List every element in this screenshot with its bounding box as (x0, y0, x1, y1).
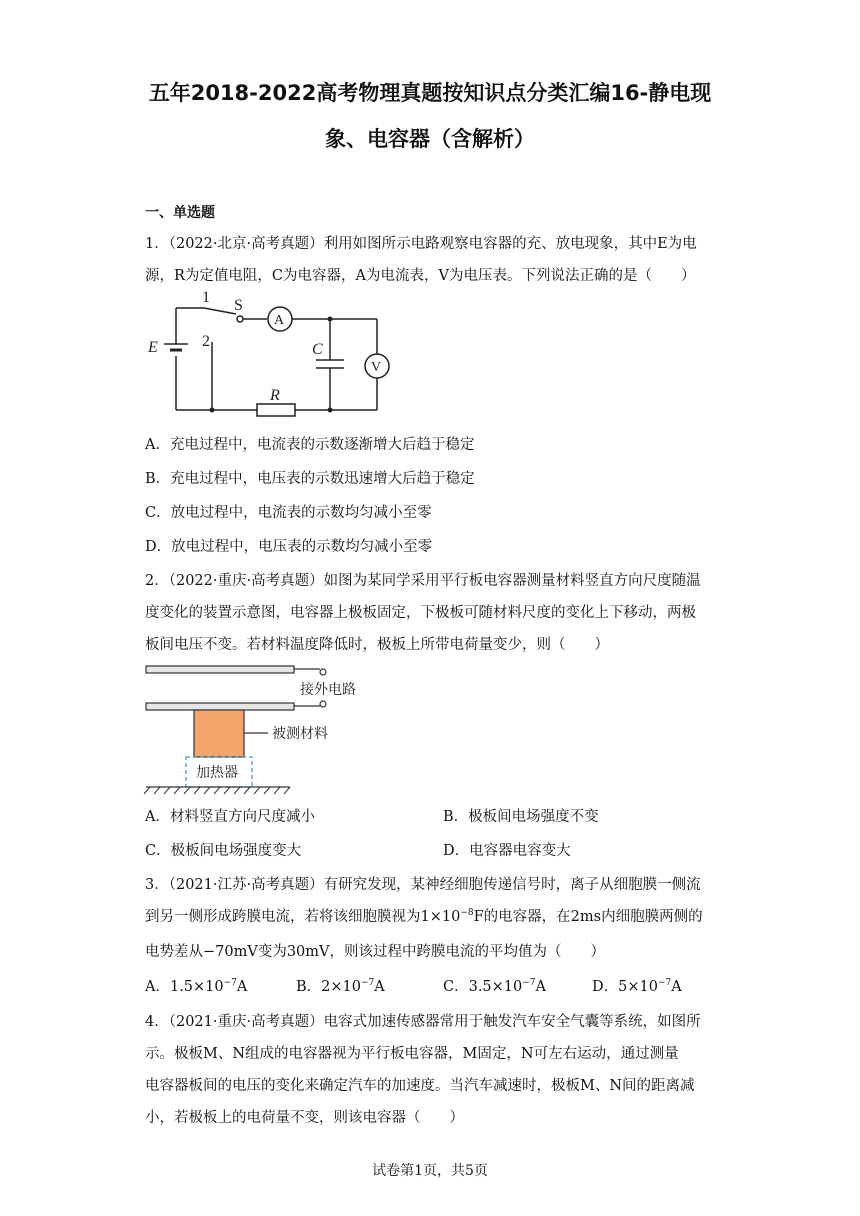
label-V: V (371, 360, 382, 375)
q3-option-d-unit: A (671, 979, 682, 995)
q3-option-c-unit: A (535, 979, 547, 995)
label-E: E (148, 339, 158, 356)
q4-stem-line-2: 示。极板M、N组成的电容器视为平行板电容器，M固定，N可左右运动，通过测量 (145, 1046, 679, 1062)
q3-option-a[interactable] (145, 975, 247, 996)
q1-option-c[interactable]: C．放电过程中，电流表的示数均匀减小至零 (145, 505, 432, 521)
q3-option-a-exp: −7 (223, 978, 237, 988)
document-title (100, 70, 760, 162)
label-2: 2 (202, 333, 210, 350)
q2-stem-line-1: 2．（2022·重庆·高考真题）如图为某同学采用平行板电容器测量材料竖直方向尺度随温 (145, 573, 701, 589)
q1-stem-line-2: 源，R为定值电阻，C为电容器，A为电流表，V为电压表。下列说法正确的是（ ） (145, 268, 696, 284)
q3-option-a-base: A．1.5×10 (145, 979, 224, 995)
q1-option-b[interactable]: B．充电过程中，电压表的示数迅速增大后趋于稳定 (145, 471, 475, 487)
label-A: A (274, 313, 285, 328)
q3-option-b-base: B．2×10 (296, 979, 361, 995)
page-footer: 试卷第1页，共5页 (372, 1163, 488, 1179)
title-line-2: 象、电容器（含解析） (325, 127, 535, 151)
label-measured-material: 被测材料 (272, 725, 328, 741)
label-S: S (234, 297, 243, 314)
q3-option-b-exp: −7 (360, 978, 375, 988)
q2-stem-line-3: 板间电压不变。若材料温度降低时，极板上所带电荷量变少，则（ ） (145, 637, 609, 653)
q1-circuit-diagram (140, 288, 390, 418)
q3-option-d-exp: −7 (657, 978, 672, 988)
label-external-circuit: 接外电路 (300, 681, 356, 697)
q4-stem-line-4: 小，若极板上的电荷量不变，则该电容器（ ） (145, 1110, 464, 1126)
label-C: C (312, 341, 323, 358)
q3-option-c-exp: −7 (522, 978, 536, 988)
q1-option-d[interactable]: D．放电过程中，电压表的示数均匀减小至零 (145, 539, 433, 555)
q2-option-a[interactable]: A．材料竖直方向尺度减小 (145, 809, 315, 825)
q3-option-c-base: C．3.5×10 (443, 979, 523, 995)
q3-line2-text-b: F的电容器，在2ms内细胞膜两侧的 (473, 909, 703, 925)
q3-line2-exponent: −8 (460, 908, 474, 918)
q3-option-b-unit: A (374, 979, 385, 995)
title-line-1: 五年2018-2022高考物理真题按知识点分类汇编16-静电现 (148, 81, 712, 105)
section-heading: 一、单选题 (145, 205, 215, 221)
q3-option-b[interactable] (296, 975, 385, 996)
q2-capacitor-diagram (140, 660, 380, 800)
q2-option-c[interactable]: C．极板间电场强度变大 (145, 843, 302, 859)
q3-option-a-unit: A (236, 979, 248, 995)
q3-option-c[interactable] (443, 975, 546, 996)
q3-stem-line-1: 3．（2021·江苏·高考真题）有研究发现，某神经细胞传递信号时，离子从细胞膜一侧流 (145, 877, 701, 893)
q3-stem-line-2 (145, 905, 703, 926)
q2-option-b[interactable]: B．极板间电场强度不变 (443, 809, 599, 825)
q3-line2-text-a: 到另一侧形成跨膜电流，若将该细胞膜视为1×10 (145, 909, 461, 925)
q1-stem-line-1: 1．（2022·北京·高考真题）利用如图所示电路观察电容器的充、放电现象，其中E为电 (145, 236, 697, 252)
q2-option-d[interactable]: D．电容器电容变大 (443, 843, 571, 859)
label-heater: 加热器 (196, 764, 238, 780)
q2-stem-line-2: 度变化的装置示意图，电容器上极板固定，下极板可随材料尺度的变化上下移动，两极 (145, 605, 696, 621)
q4-stem-line-1: 4．（2021·重庆·高考真题）电容式加速传感器常用于触发汽车安全气囊等系统，如图所 (145, 1014, 701, 1030)
q3-stem-line-3: 电势差从−70mV变为30mV，则该过程中跨膜电流的平均值为（ ） (145, 944, 605, 960)
q4-stem-line-3: 电容器板间的电压的变化来确定汽车的加速度。当汽车减速时，极板M、N间的距离减 (145, 1078, 695, 1094)
label-R: R (270, 387, 280, 404)
label-1: 1 (202, 289, 210, 306)
q3-option-d[interactable] (592, 975, 682, 996)
q1-option-a[interactable]: A．充电过程中，电流表的示数逐渐增大后趋于稳定 (145, 437, 475, 453)
q3-option-d-base: D．5×10 (592, 979, 658, 995)
